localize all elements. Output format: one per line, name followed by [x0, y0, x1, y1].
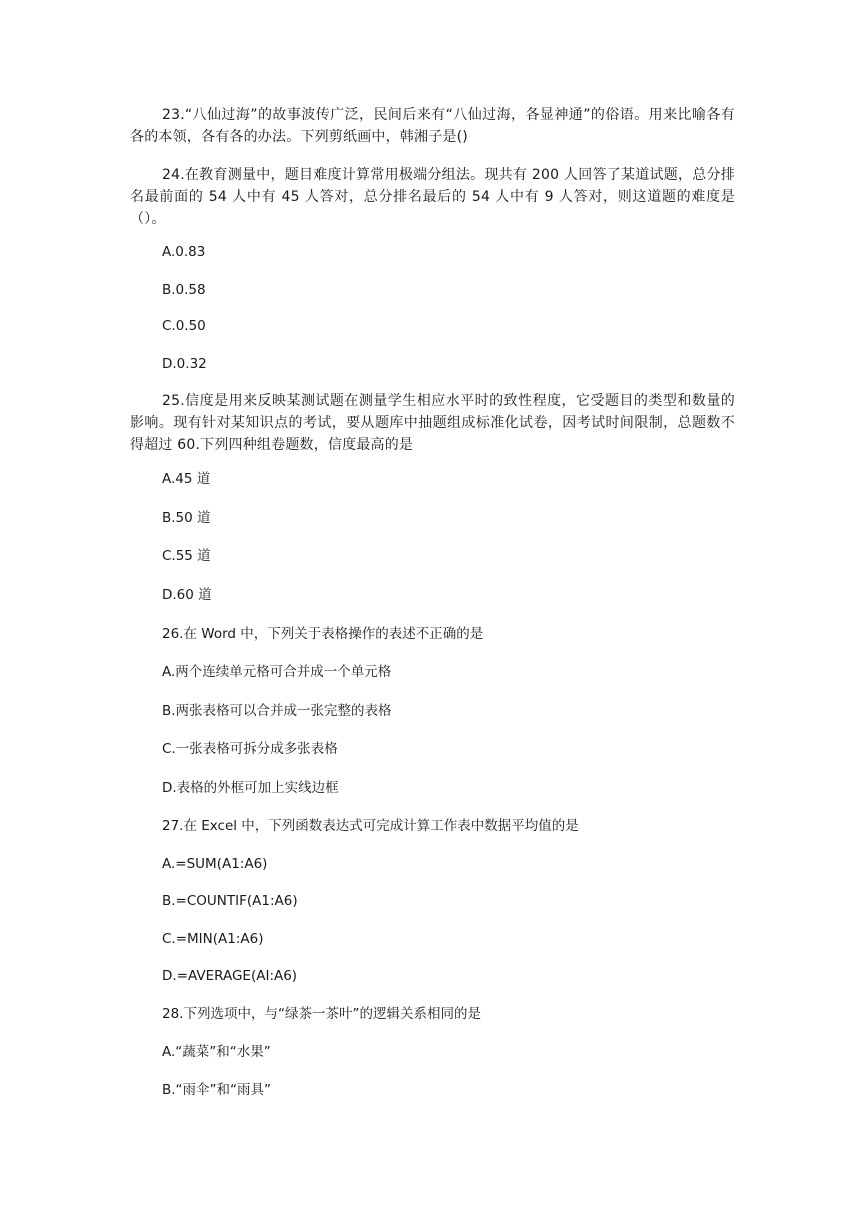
option-24-c: C.0.50: [162, 318, 206, 334]
option-28-a: A.“蔬菜”和“水果”: [162, 1044, 271, 1060]
option-26-a: A.两个连续单元格可合并成一个单元格: [162, 664, 392, 680]
option-25-c: C.55 道: [162, 548, 211, 564]
question-23: 23.“八仙过海”的故事波传广泛，民间后来有“八仙过海，各显神通”的俗语。用来比喻各有各的本领，各有各的办法。下列剪纸画中，韩湘子是(): [130, 107, 735, 145]
option-27-b: B.=COUNTIF(A1:A6): [162, 893, 298, 909]
option-25-b: B.50 道: [162, 510, 211, 526]
question-28: 28.下列选项中，与“绿茶一茶叶”的逻辑关系相同的是: [162, 1006, 481, 1022]
option-26-d: D.表格的外框可加上实线边框: [162, 780, 339, 796]
option-25-a: A.45 道: [162, 471, 211, 487]
option-28-b: B.“雨伞”和“雨具”: [162, 1082, 272, 1098]
option-27-d: D.=AVERAGE(AI:A6): [162, 968, 298, 984]
question-25: 25.信度是用来反映某测试题在测量学生相应水平时的致性程度，它受题目的类型和数量的影响。现有针对某知识点的考试，要从题库中抽题组成标准化试卷，因考试时间限制，总题数不得超过 60.下列四种组卷题数，信度最高的是: [130, 393, 735, 453]
option-25-d: D.60 道: [162, 587, 212, 603]
option-26-c: C.一张表格可拆分成多张表格: [162, 741, 338, 757]
option-26-b: B.两张表格可以合并成一张完整的表格: [162, 703, 392, 719]
option-24-a: A.0.83: [162, 244, 206, 260]
question-26: 26.在 Word 中，下列关于表格操作的表述不正确的是: [162, 626, 484, 642]
question-24: 24.在教育测量中，题目难度计算常用极端分组法。现共有 200 人回答了某道试题，总分排名最前面的 54 人中有 45 人答对，总分排名最后的 54 人中有 9 人答对，则这道题的难度是（）。: [130, 167, 735, 227]
option-24-b: B.0.58: [162, 282, 206, 298]
option-27-a: A.=SUM(A1:A6): [162, 856, 268, 872]
option-24-d: D.0.32: [162, 356, 207, 372]
question-27: 27.在 Excel 中，下列函数表达式可完成计算工作表中数据平均值的是: [162, 818, 579, 834]
option-27-c: C.=MIN(A1:A6): [162, 931, 264, 947]
